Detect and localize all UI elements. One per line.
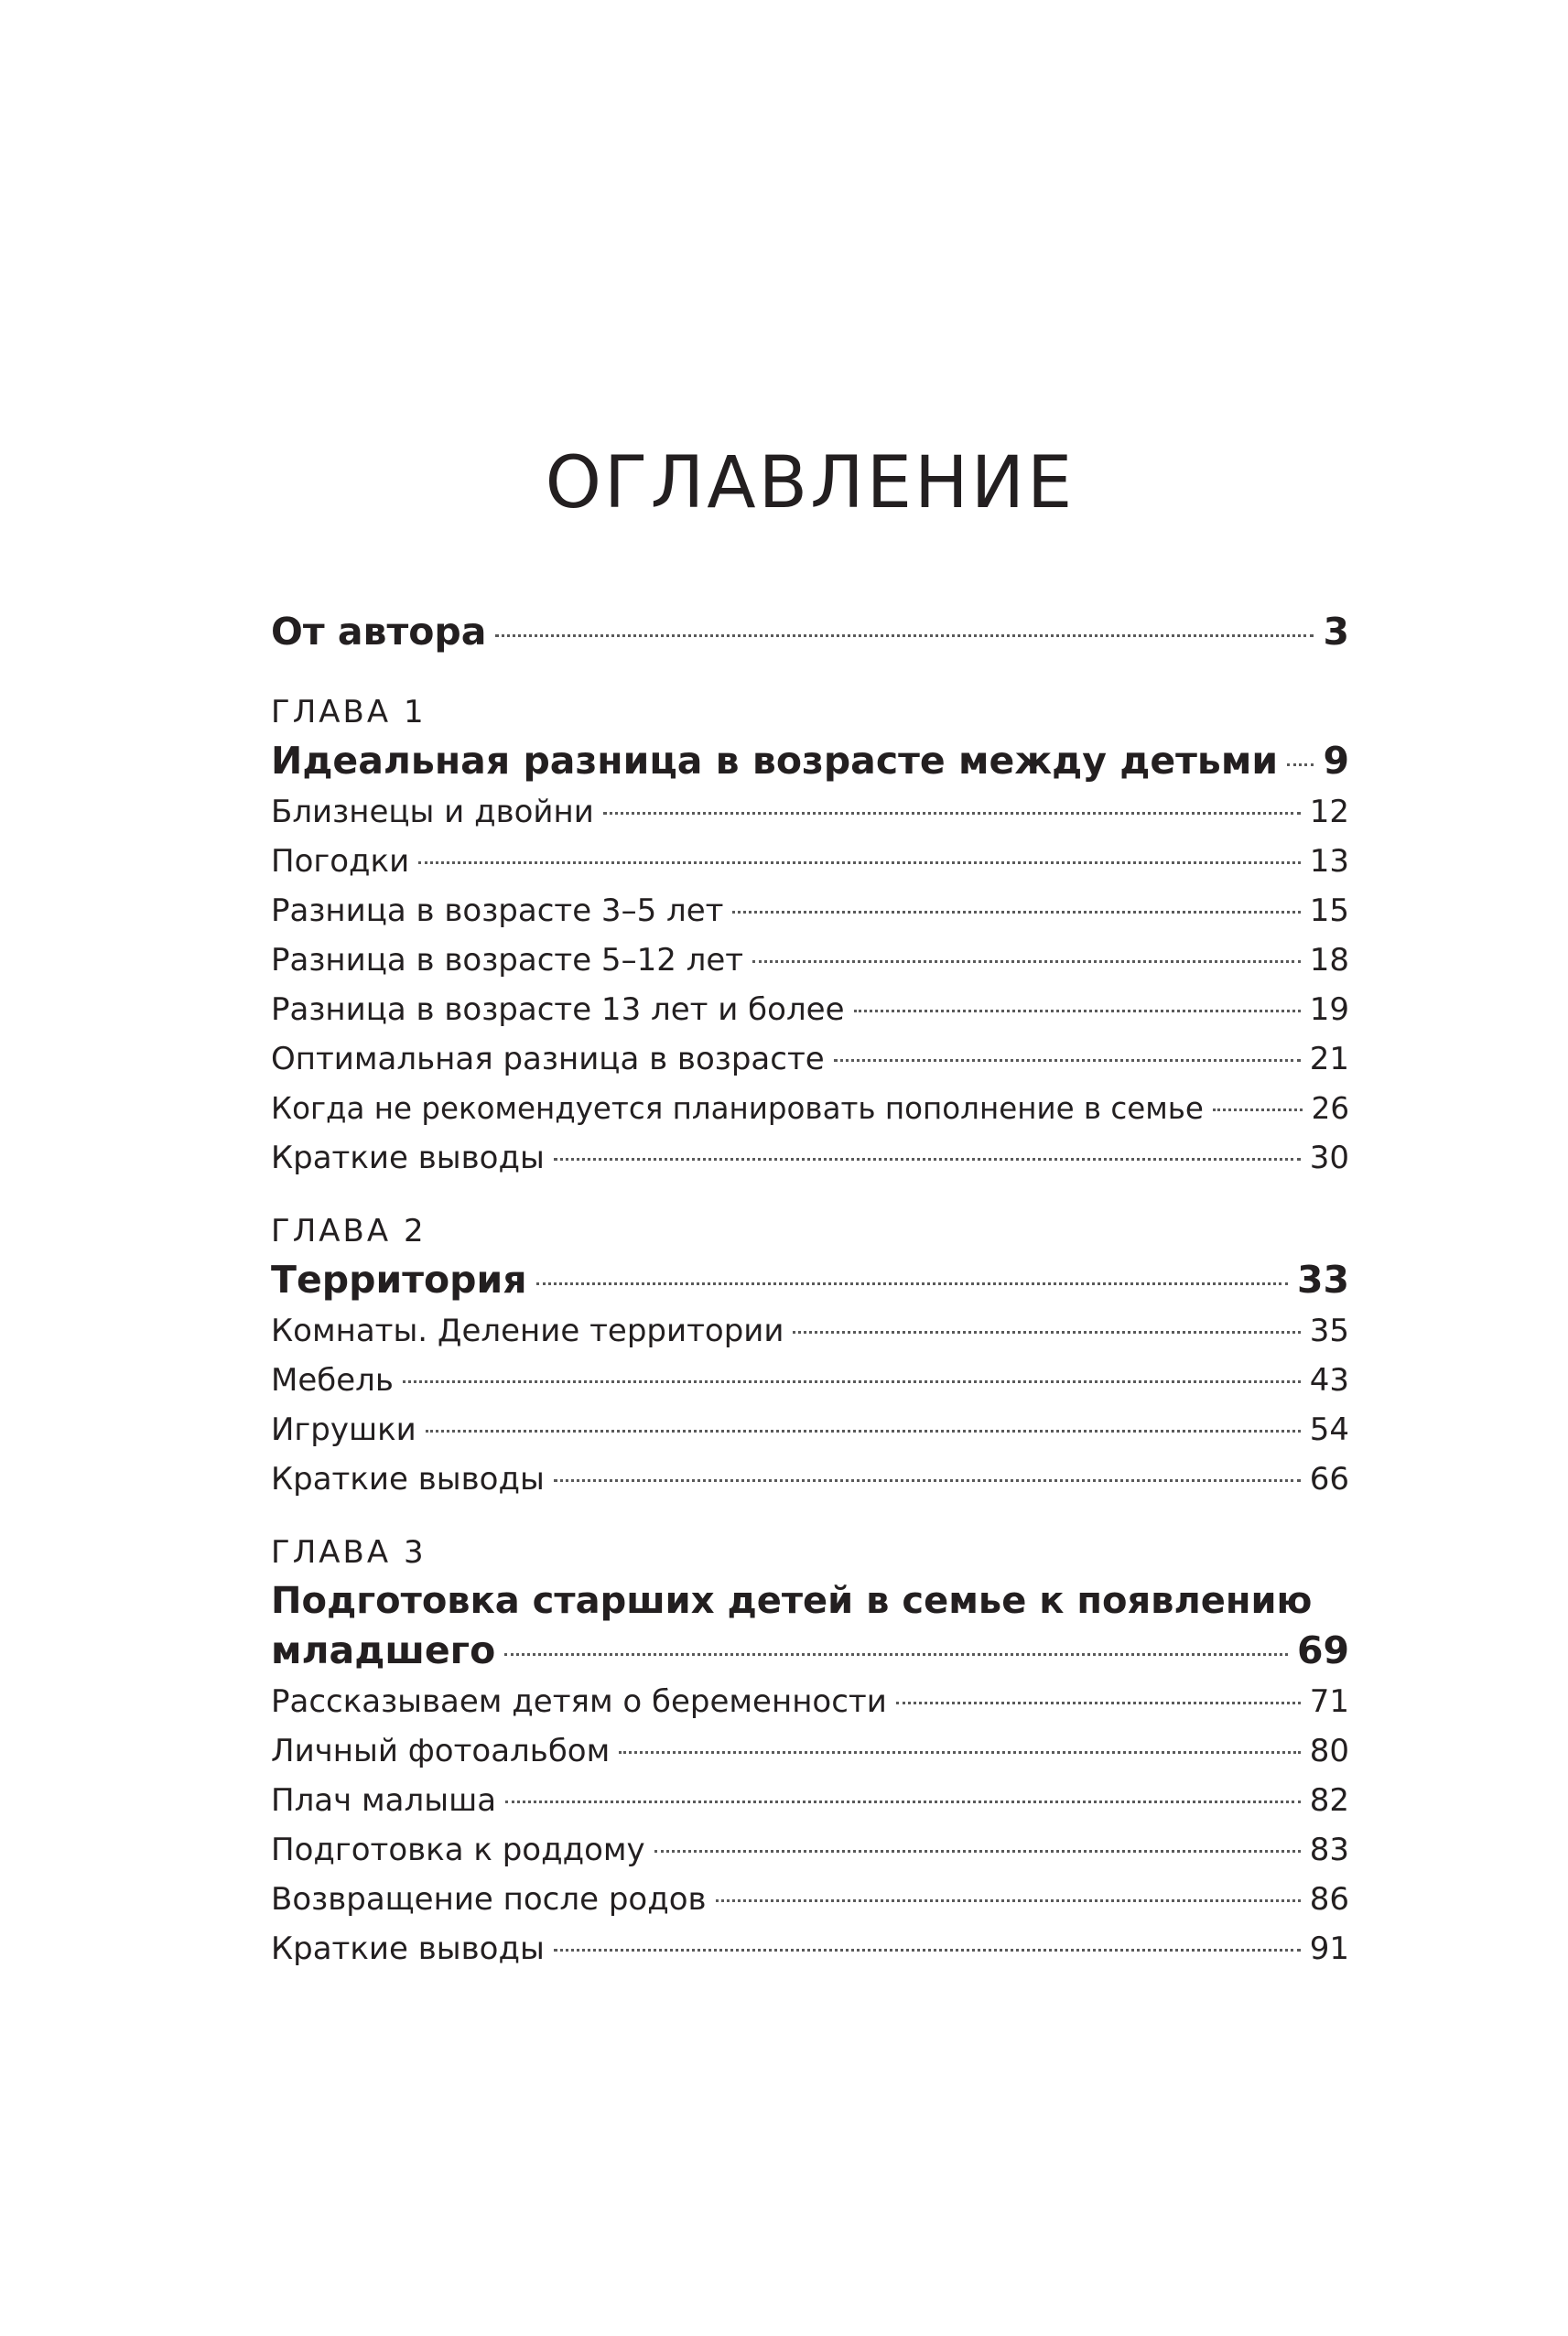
toc-entry-label: Подготовка к роддому	[271, 1832, 645, 1868]
toc-entry[interactable]	[271, 1455, 1349, 1504]
toc-entry[interactable]	[271, 1356, 1349, 1405]
toc-page-number: 33	[1296, 1258, 1349, 1302]
dot-leader	[654, 1850, 1301, 1853]
dot-leader	[752, 960, 1301, 963]
toc-page-number: 66	[1309, 1461, 1349, 1498]
dot-leader	[536, 1282, 1288, 1285]
toc-entry[interactable]	[271, 886, 1349, 935]
dot-leader	[495, 634, 1314, 637]
chapter-title: младшего	[271, 1628, 496, 1672]
toc-page-number: 71	[1309, 1683, 1349, 1720]
dot-leader	[554, 1949, 1301, 1952]
dot-leader	[426, 1430, 1301, 1433]
toc-entry[interactable]	[271, 1677, 1349, 1726]
toc-entry-label: Личный фотоальбом	[271, 1733, 611, 1769]
toc-page-number: 18	[1309, 942, 1349, 979]
dot-leader	[1287, 763, 1314, 766]
toc-page-number: 54	[1309, 1411, 1349, 1448]
chapter-title: Идеальная разница в возрасте между детьми	[271, 739, 1279, 783]
toc-entry[interactable]	[271, 1726, 1349, 1776]
chapter-2-tag: ГЛАВА 2	[271, 1213, 427, 1249]
chapter-2-title-entry[interactable]	[271, 1255, 1349, 1304]
dot-leader	[896, 1702, 1301, 1704]
toc-entry-label: Рассказываем детям о беременности	[271, 1683, 887, 1720]
page-title: ОГЛАВЛЕНИЕ	[545, 442, 1076, 525]
toc-entry[interactable]	[271, 1306, 1349, 1356]
dot-leader	[793, 1331, 1300, 1334]
toc-entry[interactable]	[271, 1405, 1349, 1455]
toc-page-number: 13	[1309, 843, 1349, 880]
dot-leader	[603, 812, 1301, 815]
toc-entry-label: Возвращение после родов	[271, 1881, 707, 1918]
dot-leader	[554, 1158, 1301, 1161]
toc-entry-label: Близнецы и двойни	[271, 794, 594, 830]
toc-page-number: 86	[1309, 1881, 1349, 1918]
toc-page-number: 19	[1309, 991, 1349, 1028]
toc-entry-label: Краткие выводы	[271, 1930, 545, 1967]
toc-entry[interactable]	[271, 1034, 1349, 1084]
chapter-3-title-entry[interactable]	[271, 1626, 1349, 1675]
dot-leader	[732, 911, 1300, 914]
toc-page-number: 69	[1296, 1628, 1349, 1672]
toc-entry[interactable]	[271, 1924, 1349, 1974]
toc-page-number: 3	[1323, 610, 1349, 654]
toc-entry[interactable]	[271, 787, 1349, 837]
chapter-title: Территория	[271, 1258, 527, 1302]
toc-entry-label: Разница в возрасте 3–5 лет	[271, 892, 724, 929]
toc-entry-label: От автора	[271, 610, 487, 654]
toc-entry[interactable]	[271, 935, 1349, 985]
toc-page-number: 83	[1309, 1832, 1349, 1868]
toc-page-number: 9	[1323, 739, 1349, 783]
toc-page-number: 43	[1309, 1362, 1349, 1399]
toc-page-number: 21	[1309, 1041, 1349, 1077]
dot-leader	[716, 1899, 1301, 1902]
toc-page-number: 12	[1309, 794, 1349, 830]
toc-page-number: 80	[1309, 1733, 1349, 1769]
dot-leader	[854, 1010, 1301, 1012]
toc-page-number: 26	[1311, 1091, 1349, 1126]
dot-leader	[619, 1751, 1301, 1754]
toc-entry[interactable]	[271, 1875, 1349, 1924]
dot-leader	[418, 861, 1301, 864]
toc-entry[interactable]	[271, 1776, 1349, 1825]
toc-entry-intro[interactable]	[271, 607, 1349, 656]
chapter-3-title-line1: Подготовка старших детей в семье к появлению	[271, 1580, 1313, 1622]
toc-page-number: 91	[1309, 1930, 1349, 1967]
toc-entry-label: Погодки	[271, 843, 410, 880]
dot-leader	[834, 1059, 1301, 1062]
toc-entry-label: Комнаты. Деление территории	[271, 1313, 784, 1349]
dot-leader	[1213, 1109, 1303, 1111]
toc-entry[interactable]	[271, 985, 1349, 1034]
chapter-3-tag: ГЛАВА 3	[271, 1534, 427, 1571]
toc-entry-label: Краткие выводы	[271, 1140, 545, 1176]
toc-entry-label: Разница в возрасте 13 лет и более	[271, 991, 845, 1028]
toc-page-number: 35	[1309, 1313, 1349, 1349]
toc-entry-label: Когда не рекомендуется планировать пополнение в семье	[271, 1091, 1204, 1126]
toc-entry-label: Оптимальная разница в возрасте	[271, 1041, 825, 1077]
toc-entry-label: Игрушки	[271, 1411, 416, 1448]
toc-entry[interactable]	[271, 1825, 1349, 1875]
dot-leader	[505, 1801, 1301, 1803]
toc-page-number: 30	[1309, 1140, 1349, 1176]
dot-leader	[504, 1653, 1288, 1656]
toc-entry-label: Плач малыша	[271, 1782, 497, 1819]
dot-leader	[403, 1380, 1301, 1383]
toc-entry[interactable]	[271, 837, 1349, 886]
chapter-1-title-entry[interactable]	[271, 736, 1349, 785]
toc-entry-label: Мебель	[271, 1362, 394, 1399]
toc-entry-label: Разница в возрасте 5–12 лет	[271, 942, 744, 979]
toc-entry[interactable]	[271, 1133, 1349, 1183]
toc-page-number: 15	[1309, 892, 1349, 929]
toc-entry-label: Краткие выводы	[271, 1461, 545, 1498]
toc-page-number: 82	[1309, 1782, 1349, 1819]
dot-leader	[554, 1479, 1301, 1482]
toc-entry[interactable]	[271, 1084, 1349, 1133]
chapter-1-tag: ГЛАВА 1	[271, 694, 427, 730]
